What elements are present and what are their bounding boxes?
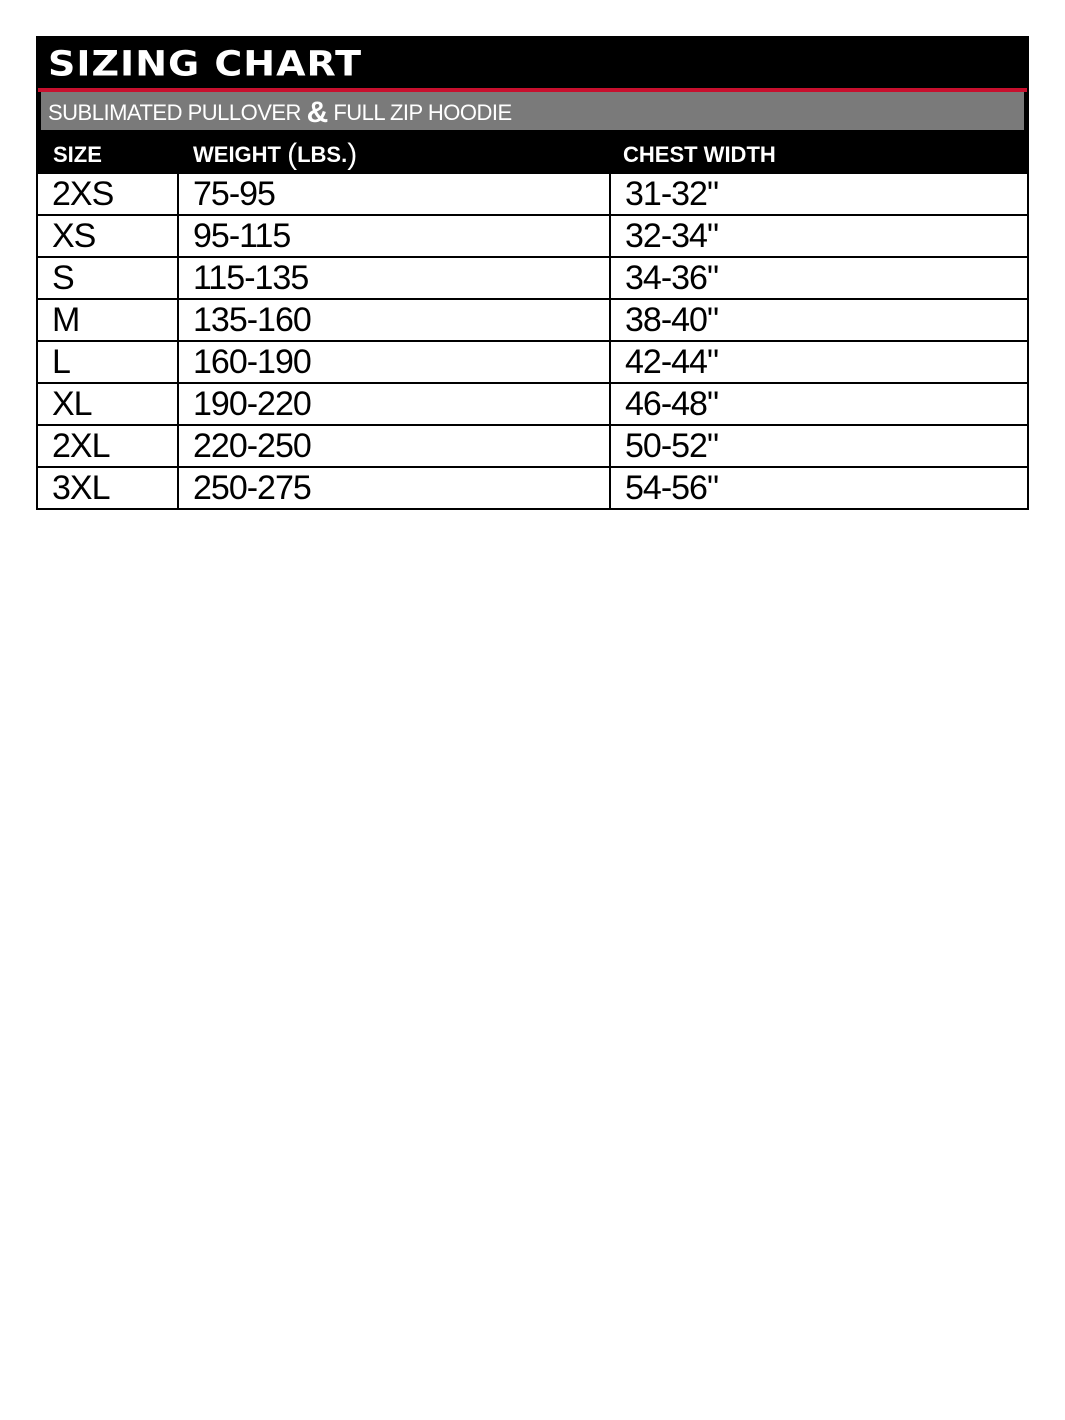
cell-size: 2XL (38, 425, 178, 467)
cell-weight: 75-95 (178, 174, 610, 215)
cell-chest-width: 50-52" (610, 425, 1027, 467)
cell-chest-width: 34-36" (610, 257, 1027, 299)
cell-weight: 160-190 (178, 341, 610, 383)
chart-subtitle (48, 96, 512, 129)
cell-chest-width: 54-56" (625, 469, 719, 507)
cell-chest-width: 32-34" (610, 215, 1027, 257)
cell-size: M (38, 299, 178, 341)
cell-size: XS (38, 215, 178, 257)
header-weight-label: WEIGHT (193, 142, 288, 167)
cell-weight: 95-115 (178, 215, 610, 257)
table-row (38, 467, 1027, 508)
sizing-chart (36, 36, 1029, 510)
cell-weight: 135-160 (178, 299, 610, 341)
subtitle-ampersand: & (306, 96, 328, 129)
table-row (38, 174, 1027, 215)
cell-chest-width: 42-44" (610, 341, 1027, 383)
cell-weight: 250-275 (178, 467, 610, 508)
cell-chest-width: 46-48" (610, 383, 1027, 425)
cell-weight: 220-250 (178, 425, 610, 467)
header-weight-unit: LBS. (297, 142, 348, 167)
cell-size: 2XS (38, 174, 178, 215)
table-row (38, 383, 1027, 425)
subtitle-part-2: FULL ZIP HOODIE (327, 100, 512, 125)
column-header-row (38, 130, 1027, 174)
table-row (38, 257, 1027, 299)
subtitle-bar (38, 92, 1027, 130)
cell-size: 3XL (38, 467, 178, 508)
subtitle-part-1: SUBLIMATED PULLOVER (48, 100, 307, 125)
cell-weight: 190-220 (178, 383, 610, 425)
cell-size: XL (38, 383, 178, 425)
header-weight (193, 138, 358, 171)
chart-title: SIZING CHART (48, 43, 362, 84)
header-chest-width: CHEST WIDTH (623, 142, 776, 167)
header-weight-paren-close: ) (347, 138, 358, 171)
cell-chest-width: 31-32" (610, 174, 1027, 215)
table-row (38, 299, 1027, 341)
table-row (38, 215, 1027, 257)
cell-weight: 115-135 (178, 257, 610, 299)
cell-size: L (38, 341, 178, 383)
size-table (38, 174, 1027, 508)
table-row (38, 341, 1027, 383)
size-table-body (38, 174, 1027, 508)
header-weight-paren-open: ( (287, 138, 298, 171)
header-size: SIZE (53, 142, 102, 167)
title-bar (38, 38, 1027, 88)
cell-size: S (38, 257, 178, 299)
cell-chest-width: 38-40" (610, 299, 1027, 341)
table-row (38, 425, 1027, 467)
